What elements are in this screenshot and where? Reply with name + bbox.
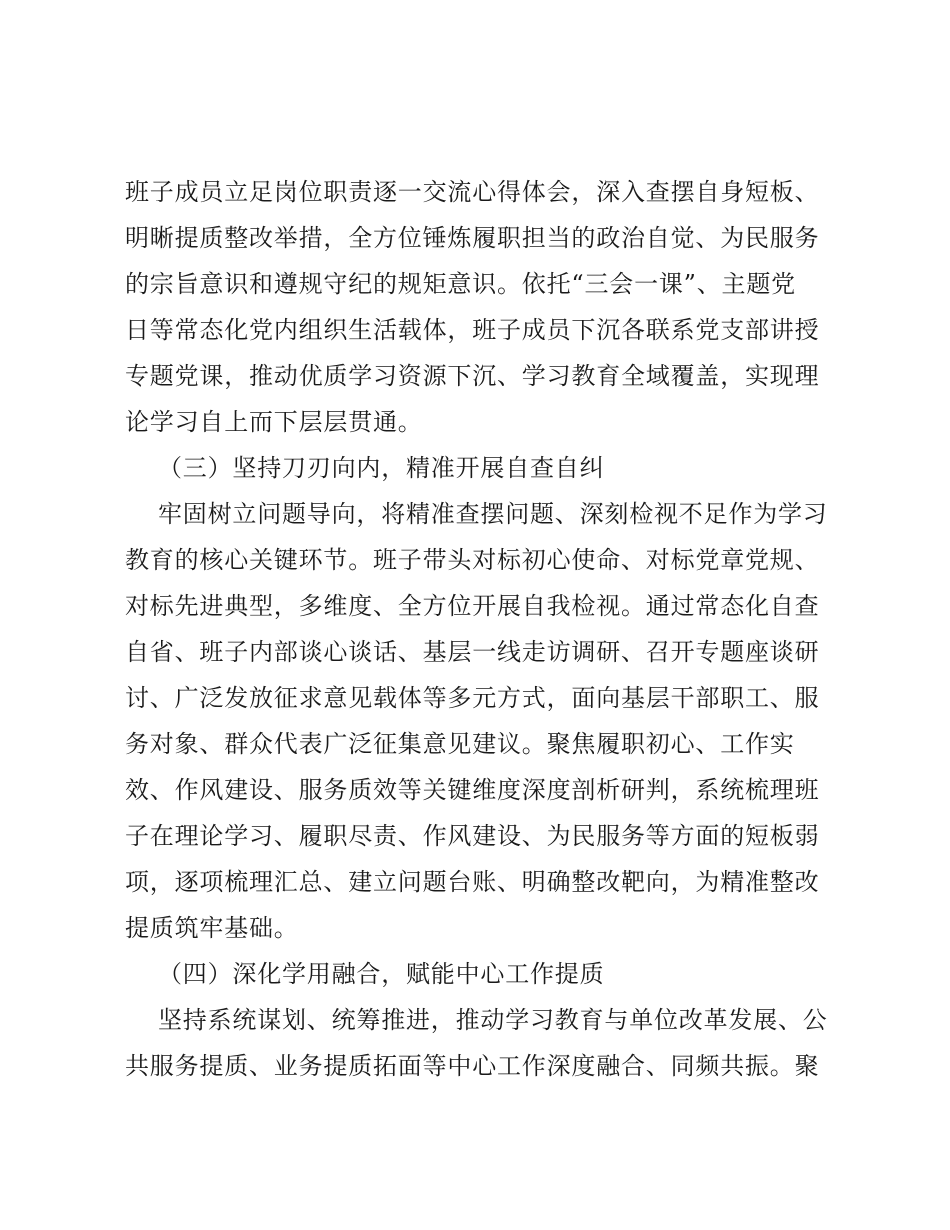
paragraph-line: 教育的核心关键环节。班子带头对标初心使命、对标党章党规、	[125, 546, 820, 574]
paragraph-line: 班子成员立足岗位职责逐一交流心得体会，深入查摆自身短板、	[125, 178, 820, 206]
section-heading: （四）深化学用融合，赋能中心工作提质	[158, 960, 605, 988]
paragraph-line: 牢固树立问题导向，将精准查摆问题、深刻检视不足作为学习	[158, 500, 828, 528]
paragraph-line: 务对象、群众代表广泛征集意见建议。聚焦履职初心、工作实	[125, 730, 795, 758]
paragraph-line: 自省、班子内部谈心谈话、基层一线走访调研、召开专题座谈研	[125, 638, 820, 666]
paragraph-line: 日等常态化党内组织生活载体，班子成员下沉各联系党支部讲授	[125, 316, 820, 344]
paragraph-line: 讨、广泛发放征求意见载体等多元方式，面向基层干部职工、服	[125, 684, 820, 712]
paragraph-line: 专题党课，推动优质学习资源下沉、学习教育全域覆盖，实现理	[125, 362, 820, 390]
paragraph-line: 明晰提质整改举措，全方位锤炼履职担当的政治自觉、为民服务	[125, 224, 820, 252]
paragraph-line: 共服务提质、业务提质拓面等中心工作深度融合、同频共振。聚	[125, 1052, 820, 1080]
section-heading: （三）坚持刀刃向内，精准开展自查自纠	[158, 454, 605, 482]
paragraph-line: 子在理论学习、履职尽责、作风建设、为民服务等方面的短板弱	[125, 822, 820, 850]
paragraph-line: 论学习自上而下层层贯通。	[125, 408, 423, 436]
paragraph-line: 提质筑牢基础。	[125, 914, 299, 942]
paragraph-line: 效、作风建设、服务质效等关键维度深度剖析研判，系统梳理班	[125, 776, 820, 804]
paragraph-line: 坚持系统谋划、统筹推进，推动学习教育与单位改革发展、公	[158, 1006, 828, 1034]
paragraph-line: 项，逐项梳理汇总、建立问题台账、明确整改靶向，为精准整改	[125, 868, 820, 896]
paragraph-line: 对标先进典型，多维度、全方位开展自我检视。通过常态化自查	[125, 592, 820, 620]
paragraph-line: 的宗旨意识和遵规守纪的规矩意识。依托“三会一课”、主题党	[125, 270, 796, 298]
